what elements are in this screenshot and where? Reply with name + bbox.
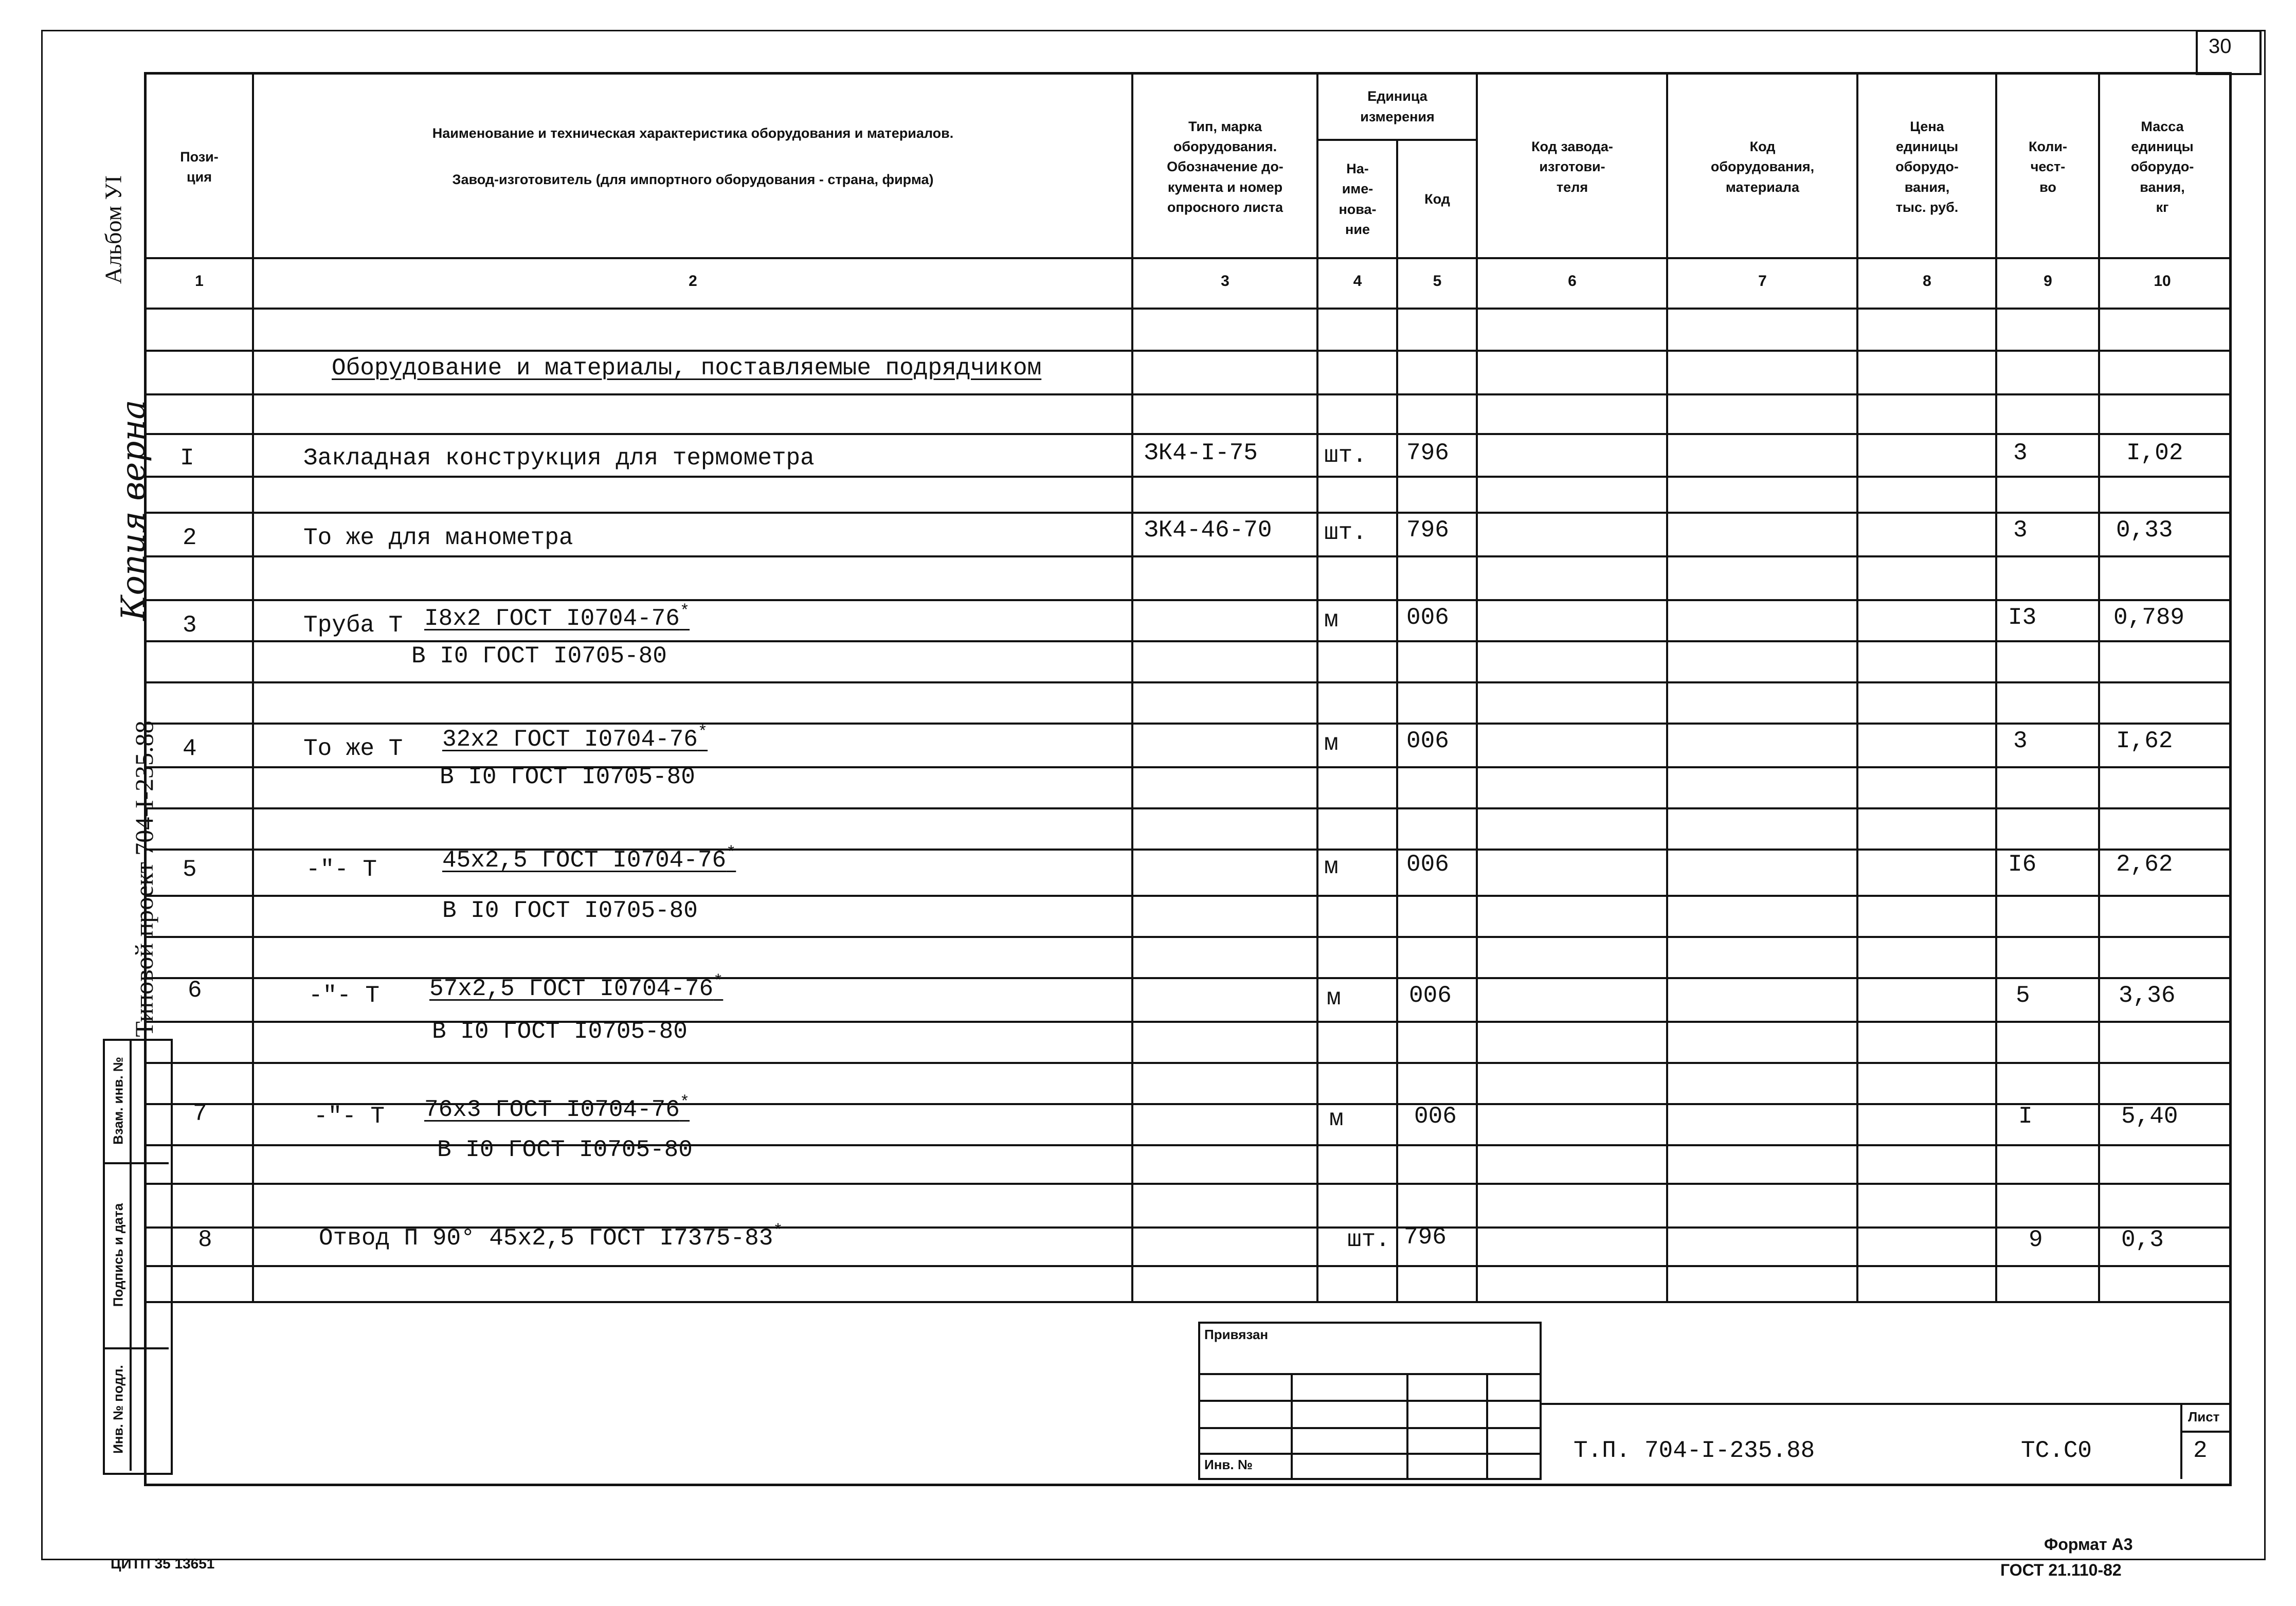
row-prefix: То же Т bbox=[303, 735, 403, 762]
col-header-unit-name: На- име- нова- ние bbox=[1339, 161, 1377, 237]
star-mark: * bbox=[726, 843, 736, 862]
row-qty: 3 bbox=[2013, 517, 2028, 544]
row-mass: 0,789 bbox=[2113, 604, 2185, 631]
row-second-line: В I0 ГОСТ I0705-80 bbox=[440, 764, 695, 790]
col-header-type: Тип, марка оборудования. Обозначение до- кумента и номер опросного листа bbox=[1167, 119, 1283, 215]
row-unit: шт. bbox=[1324, 442, 1367, 469]
print-mark: ЦИТП 35 13651 bbox=[111, 1556, 215, 1572]
row-pos: 8 bbox=[198, 1226, 212, 1253]
row-second-line: В I0 ГОСТ I0705-80 bbox=[411, 643, 667, 670]
row-unit: м bbox=[1324, 607, 1339, 634]
row-pos: I bbox=[180, 445, 194, 472]
signature-date-label: Подпись и дата bbox=[110, 1203, 126, 1307]
row-qty: 9 bbox=[2029, 1226, 2043, 1253]
row-code: 006 bbox=[1414, 1103, 1457, 1130]
row-prefix: -"- Т bbox=[309, 982, 380, 1009]
col-header-qty: Коли- чест- во bbox=[2028, 139, 2068, 195]
row-qty: 3 bbox=[2013, 440, 2028, 466]
col-header-unit: Единица измерения bbox=[1360, 88, 1435, 124]
section-title: Оборудование и материалы, поставляемые подрядчиком bbox=[332, 355, 1042, 382]
row-pos: 3 bbox=[183, 612, 197, 639]
col-number: 5 bbox=[1433, 273, 1442, 290]
row-type: ЗК4-46-70 bbox=[1144, 517, 1272, 544]
bound-label: Привязан bbox=[1204, 1327, 1269, 1342]
row-code: 006 bbox=[1406, 728, 1449, 754]
row-prefix: Труба Т bbox=[303, 612, 403, 639]
col-header-equip-code: Код оборудования, материала bbox=[1710, 139, 1815, 195]
star-mark: * bbox=[713, 972, 724, 991]
row-code: 006 bbox=[1406, 604, 1449, 631]
row-code: 796 bbox=[1406, 440, 1449, 466]
star-mark: * bbox=[773, 1221, 783, 1240]
row-pos: 2 bbox=[183, 525, 197, 551]
orig-inv-label: Инв. № подл. bbox=[110, 1365, 126, 1454]
row-qty: I6 bbox=[2008, 851, 2037, 878]
row-code: 006 bbox=[1406, 851, 1449, 878]
row-qty: 5 bbox=[2016, 982, 2030, 1009]
row-spec bbox=[442, 843, 736, 874]
row-mass: 5,40 bbox=[2121, 1103, 2178, 1130]
row-unit: м bbox=[1324, 854, 1339, 880]
inv-label: Инв. № bbox=[1204, 1457, 1253, 1472]
star-mark: * bbox=[679, 1093, 690, 1112]
row-spec-text: 45х2,5 ГОСТ I0704-76 bbox=[442, 847, 727, 874]
row-prefix: -"- Т bbox=[306, 856, 377, 883]
col-number: 2 bbox=[689, 273, 697, 290]
col-number: 1 bbox=[195, 273, 204, 290]
row-name: Закладная конструкция для термометра bbox=[303, 445, 815, 472]
row-code: 006 bbox=[1409, 982, 1452, 1009]
row-code: 796 bbox=[1406, 517, 1449, 544]
format-label: Формат А3 bbox=[2044, 1535, 2133, 1554]
row-qty: 3 bbox=[2013, 728, 2028, 754]
col-number: 3 bbox=[1221, 273, 1230, 290]
col-number: 10 bbox=[2154, 273, 2171, 290]
row-spec-text: I8х2 ГОСТ I0704-76 bbox=[424, 605, 680, 632]
col-number: 6 bbox=[1568, 273, 1577, 290]
row-name-text: Отвод П 90° 45х2,5 ГОСТ I7375-83 bbox=[319, 1225, 773, 1252]
row-pos: 5 bbox=[183, 856, 197, 883]
row-unit: м bbox=[1329, 1106, 1344, 1132]
row-name bbox=[319, 1221, 783, 1252]
sheet-number: 2 bbox=[2193, 1437, 2208, 1464]
row-spec bbox=[424, 1093, 690, 1123]
row-name: То же для манометра bbox=[303, 525, 573, 551]
row-spec bbox=[424, 602, 690, 632]
col-number: 4 bbox=[1353, 273, 1362, 290]
col-number: 8 bbox=[1923, 273, 1931, 290]
star-mark: * bbox=[679, 602, 690, 621]
row-type: ЗК4-I-75 bbox=[1144, 440, 1258, 466]
row-code: 796 bbox=[1404, 1224, 1447, 1251]
row-second-line: В I0 ГОСТ I0705-80 bbox=[442, 897, 698, 924]
col-number: 9 bbox=[2044, 273, 2052, 290]
col-header-unit-code: Код bbox=[1424, 191, 1450, 207]
replace-inv-label: Взам. инв. № bbox=[110, 1057, 126, 1145]
row-unit: шт. bbox=[1347, 1226, 1390, 1253]
row-unit: м bbox=[1327, 985, 1341, 1012]
row-mass: 0,3 bbox=[2121, 1226, 2164, 1253]
row-spec bbox=[429, 972, 723, 1002]
row-mass: I,62 bbox=[2116, 728, 2173, 754]
doc-designation: Т.П. 704-I-235.88 bbox=[1574, 1437, 1815, 1464]
row-second-line: В I0 ГОСТ I0705-80 bbox=[437, 1136, 693, 1163]
row-qty: I bbox=[2018, 1103, 2033, 1130]
col-header-pos: Пози- ция bbox=[180, 149, 219, 185]
row-unit: шт. bbox=[1324, 519, 1367, 546]
row-mass: 3,36 bbox=[2119, 982, 2176, 1009]
sheet-label: Лист bbox=[2188, 1409, 2220, 1424]
row-spec bbox=[442, 723, 708, 753]
col-header-name-line1: Наименование и техническая характеристика оборудования и материалов. bbox=[432, 125, 954, 141]
col-header-mass: Масса единицы оборудо- вания, кг bbox=[2130, 119, 2194, 215]
album-label: Альбом УI bbox=[100, 175, 126, 284]
row-mass: I,02 bbox=[2126, 440, 2183, 466]
col-header-price: Цена единицы оборудо- вания, тыс. руб. bbox=[1895, 119, 1959, 215]
row-prefix: -"- Т bbox=[314, 1103, 385, 1130]
row-second-line: В I0 ГОСТ I0705-80 bbox=[432, 1018, 688, 1045]
project-title: Типовой проект 704-I-235.88 bbox=[130, 720, 158, 1037]
row-unit: м bbox=[1324, 730, 1339, 757]
sheet-number-top: 30 bbox=[2209, 35, 2232, 58]
row-pos: 6 bbox=[188, 977, 202, 1004]
col-header-name-line2: Завод-изготовитель (для импортного оборудования - страна, фирма) bbox=[452, 172, 934, 188]
row-pos: 7 bbox=[193, 1100, 207, 1127]
row-mass: 2,62 bbox=[2116, 851, 2173, 878]
row-pos: 4 bbox=[183, 735, 197, 762]
row-mass: 0,33 bbox=[2116, 517, 2173, 544]
doc-code: ТС.С0 bbox=[2021, 1437, 2092, 1464]
row-spec-text: 32х2 ГОСТ I0704-76 bbox=[442, 726, 698, 753]
copy-note-signature: Копия верна bbox=[115, 400, 153, 621]
row-qty: I3 bbox=[2008, 604, 2037, 631]
star-mark: * bbox=[697, 723, 708, 742]
col-number: 7 bbox=[1758, 273, 1767, 290]
gost-label: ГОСТ 21.110-82 bbox=[2000, 1561, 2122, 1579]
row-spec-text: 57х2,5 ГОСТ I0704-76 bbox=[429, 976, 714, 1002]
row-spec-text: 76х3 ГОСТ I0704-76 bbox=[424, 1096, 680, 1123]
col-header-factory-code: Код завода- изготови- теля bbox=[1531, 139, 1613, 195]
